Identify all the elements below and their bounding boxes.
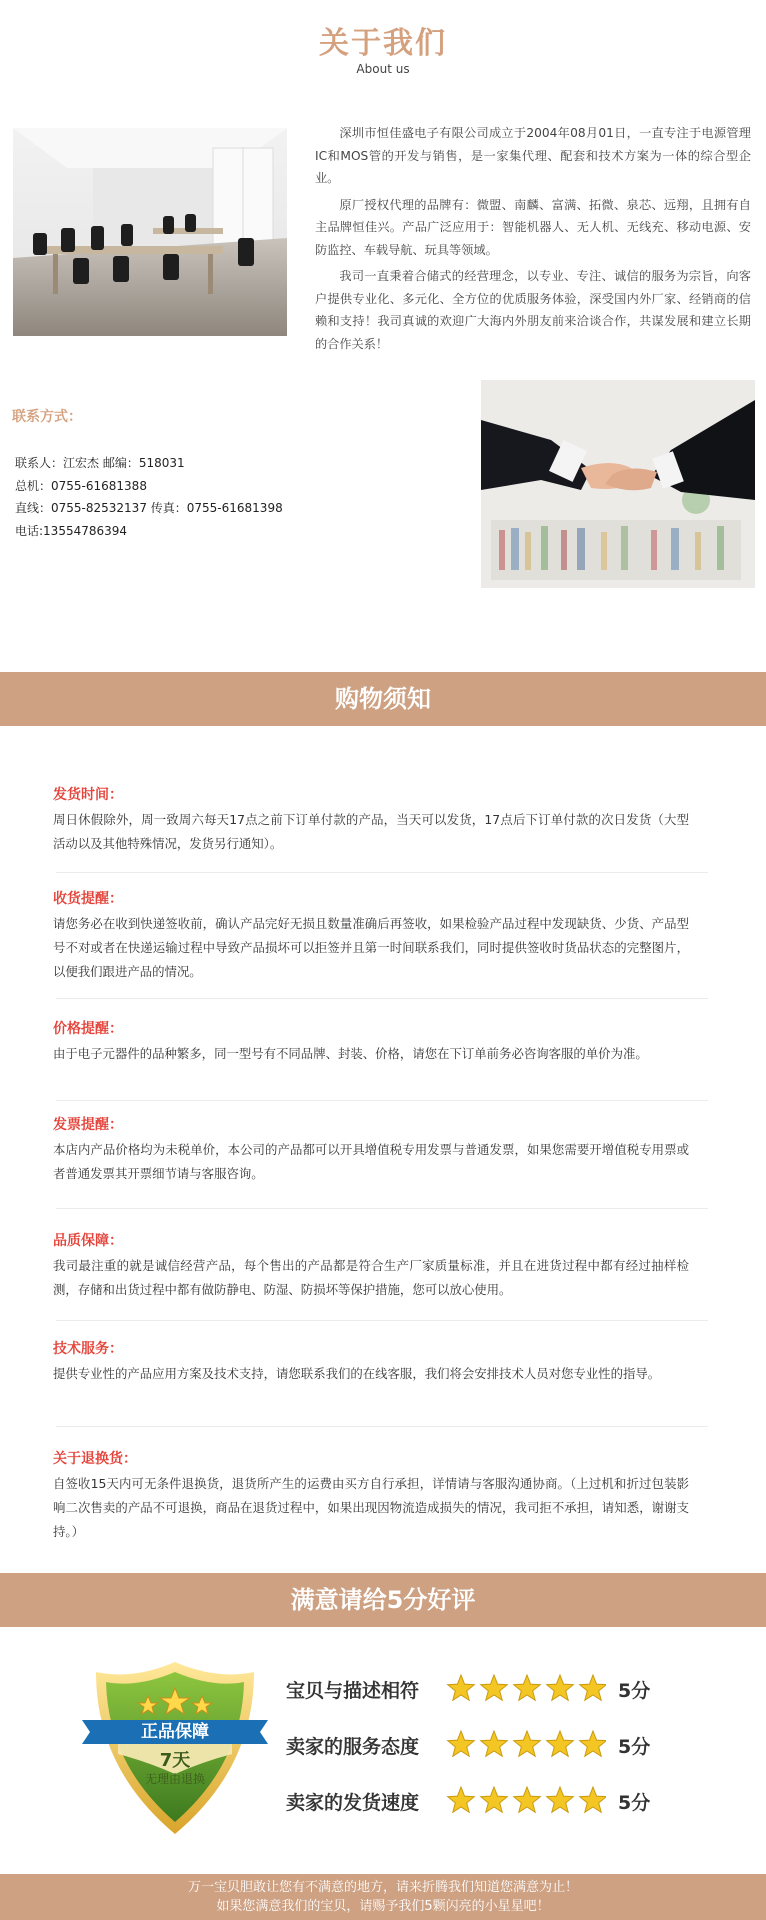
notice-body: 由于电子元器件的品种繁多，同一型号有不同品牌、封装、价格，请您在下订单前务必咨询客服的单价为准。 bbox=[53, 1046, 648, 1061]
notice-item-quality bbox=[53, 1230, 689, 1302]
notice-body: 请您务必在收到快递签收前，确认产品完好无损且数量准确后再签收，如果检验产品过程中发现缺货、少货、产品型号不对或者在快递运输过程中导致产品损坏可以拒签并且第一时间联系我们，同时提供签收时货品状态的完整图片，以便我们跟进产品的情况。 bbox=[53, 916, 689, 979]
about-description bbox=[315, 122, 751, 359]
divider bbox=[56, 872, 708, 873]
star-icon bbox=[514, 1675, 541, 1700]
notice-item-receiving bbox=[53, 888, 689, 984]
about-subtitle: About us bbox=[356, 62, 410, 76]
about-title: 关于我们 bbox=[319, 26, 447, 61]
star-icon bbox=[514, 1787, 541, 1812]
direct-fax-line: 直线：0755-82532137 传真：0755-61681398 bbox=[15, 501, 283, 515]
divider bbox=[56, 998, 708, 999]
star-icon bbox=[514, 1731, 541, 1756]
notice-title: 品质保障： bbox=[53, 1233, 123, 1249]
rating-label: 卖家的发货速度 bbox=[286, 1792, 420, 1814]
notice-title: 技术服务： bbox=[53, 1341, 123, 1357]
meeting-room-image bbox=[13, 128, 287, 336]
star-icon bbox=[580, 1787, 606, 1812]
notice-item-returns bbox=[53, 1448, 689, 1544]
rating-banner: 满意请给5分好评 bbox=[0, 1573, 766, 1627]
divider bbox=[56, 1320, 708, 1321]
notice-body: 周日休假除外，周一致周六每天17点之前下订单付款的产品，当天可以发货，17点后下订单付款的次日发货（大型活动以及其他特殊情况，发货另行通知）。 bbox=[53, 812, 689, 851]
rating-stars bbox=[446, 1786, 606, 1816]
divider bbox=[56, 1100, 708, 1101]
about-paragraph: 原厂授权代理的品牌有：微盟、南麟、富满、拓微、泉芯、远翔，且拥有自主品牌恒佳兴。产品广泛应用于：智能机器人、无人机、无线充、移动电源、安防监控、车载导航、玩具等领域。 bbox=[315, 197, 751, 257]
star-icon bbox=[448, 1787, 475, 1812]
notice-item-tech-service bbox=[53, 1338, 689, 1386]
rating-score: 5分 bbox=[618, 1680, 651, 1702]
rating-score: 5分 bbox=[618, 1736, 651, 1758]
notice-banner: 购物须知 bbox=[0, 672, 766, 726]
divider bbox=[56, 1426, 708, 1427]
notice-body: 提供专业性的产品应用方案及技术支持，请您联系我们的在线客服，我们将会安排技术人员对您专业性的指导。 bbox=[53, 1366, 661, 1381]
notice-title: 发票提醒： bbox=[53, 1117, 123, 1133]
about-paragraph: 我司一直秉着合储式的经营理念，以专业、专注、诚信的服务为宗旨，向客户提供专业化、多元化、全方位的优质服务体验，深受国内外厂家、经销商的信赖和支持！我司真诚的欢迎广大海内外朋友前来洽谈合作，共谋发展和建立长期的合作关系！ bbox=[315, 269, 751, 351]
star-icon bbox=[547, 1675, 574, 1700]
star-icon bbox=[547, 1731, 574, 1756]
notice-title: 发货时间： bbox=[53, 787, 123, 803]
star-icon bbox=[448, 1731, 475, 1756]
mobile-phone-line: 电话:13554786394 bbox=[15, 523, 128, 538]
main-phone-line: 总机：0755-61681388 bbox=[15, 478, 147, 493]
notice-item-price bbox=[53, 1018, 689, 1066]
notice-body: 本店内产品价格均为未税单价，本公司的产品都可以开具增值税专用发票与普通发票，如果您需要开增值税专用票或者普通发票其开票细节请与客服咨询。 bbox=[53, 1142, 689, 1181]
rating-stars bbox=[446, 1674, 606, 1704]
notice-body: 我司最注重的就是诚信经营产品，每个售出的产品都是符合生产厂家质量标准，并且在进货过程中都有经过抽样检测，存储和出货过程中都有做防静电、防湿、防损坏等保护措施，您可以放心使用。 bbox=[53, 1258, 689, 1297]
rating-stars bbox=[446, 1730, 606, 1760]
notice-title: 关于退换货： bbox=[53, 1451, 137, 1467]
star-icon bbox=[580, 1731, 606, 1756]
notice-item-shipping-time bbox=[53, 784, 689, 856]
handshake-image bbox=[481, 380, 755, 588]
rating-score: 5分 bbox=[618, 1792, 651, 1814]
footer-banner bbox=[0, 1874, 766, 1920]
notice-title: 收货提醒： bbox=[53, 891, 123, 907]
contact-info bbox=[15, 452, 283, 542]
divider bbox=[56, 1208, 708, 1209]
notice-body: 自签收15天内可无条件退换货，退货所产生的运费由买方自行承担，详情请与客服沟通协商。（上过机和折过包装影响二次售卖的产品不可退换，商品在退货过程中，如果出现因物流造成损失的情况，我司拒不承担，请知悉，谢谢支持。） bbox=[53, 1476, 689, 1539]
footer-line: 万一宝贝胆敢让您有不满意的地方，请来折腾我们知道您满意为止！ bbox=[187, 1880, 578, 1895]
notice-item-invoice bbox=[53, 1114, 689, 1186]
star-icon bbox=[481, 1731, 508, 1756]
star-icon bbox=[547, 1787, 574, 1812]
star-icon bbox=[481, 1675, 508, 1700]
rating-label: 卖家的服务态度 bbox=[286, 1736, 420, 1758]
badge-ribbon-text: 正品保障 bbox=[141, 1722, 209, 1742]
star-icon bbox=[481, 1787, 508, 1812]
guarantee-shield-icon bbox=[82, 1658, 268, 1838]
footer-line: 如果您满意我们的宝贝，请赐予我们5颗闪亮的小星星吧！ bbox=[216, 1899, 550, 1914]
badge-days: 7天 bbox=[159, 1750, 191, 1771]
star-icon bbox=[448, 1675, 475, 1700]
star-icon bbox=[580, 1675, 606, 1700]
contact-title: 联系方式： bbox=[12, 409, 82, 425]
about-paragraph: 深圳市恒佳盛电子有限公司成立于2004年08月01日，一直专注于电源管理IC和MOS管的开发与销售，是一家集代理、配套和技术方案为一体的综合型企业。 bbox=[315, 126, 751, 185]
contact-person-line: 联系人：江宏杰 邮编：518031 bbox=[15, 456, 185, 470]
badge-text: 无理由退换 bbox=[144, 1772, 205, 1786]
notice-title: 价格提醒： bbox=[53, 1021, 123, 1037]
rating-label: 宝贝与描述相符 bbox=[286, 1680, 420, 1702]
